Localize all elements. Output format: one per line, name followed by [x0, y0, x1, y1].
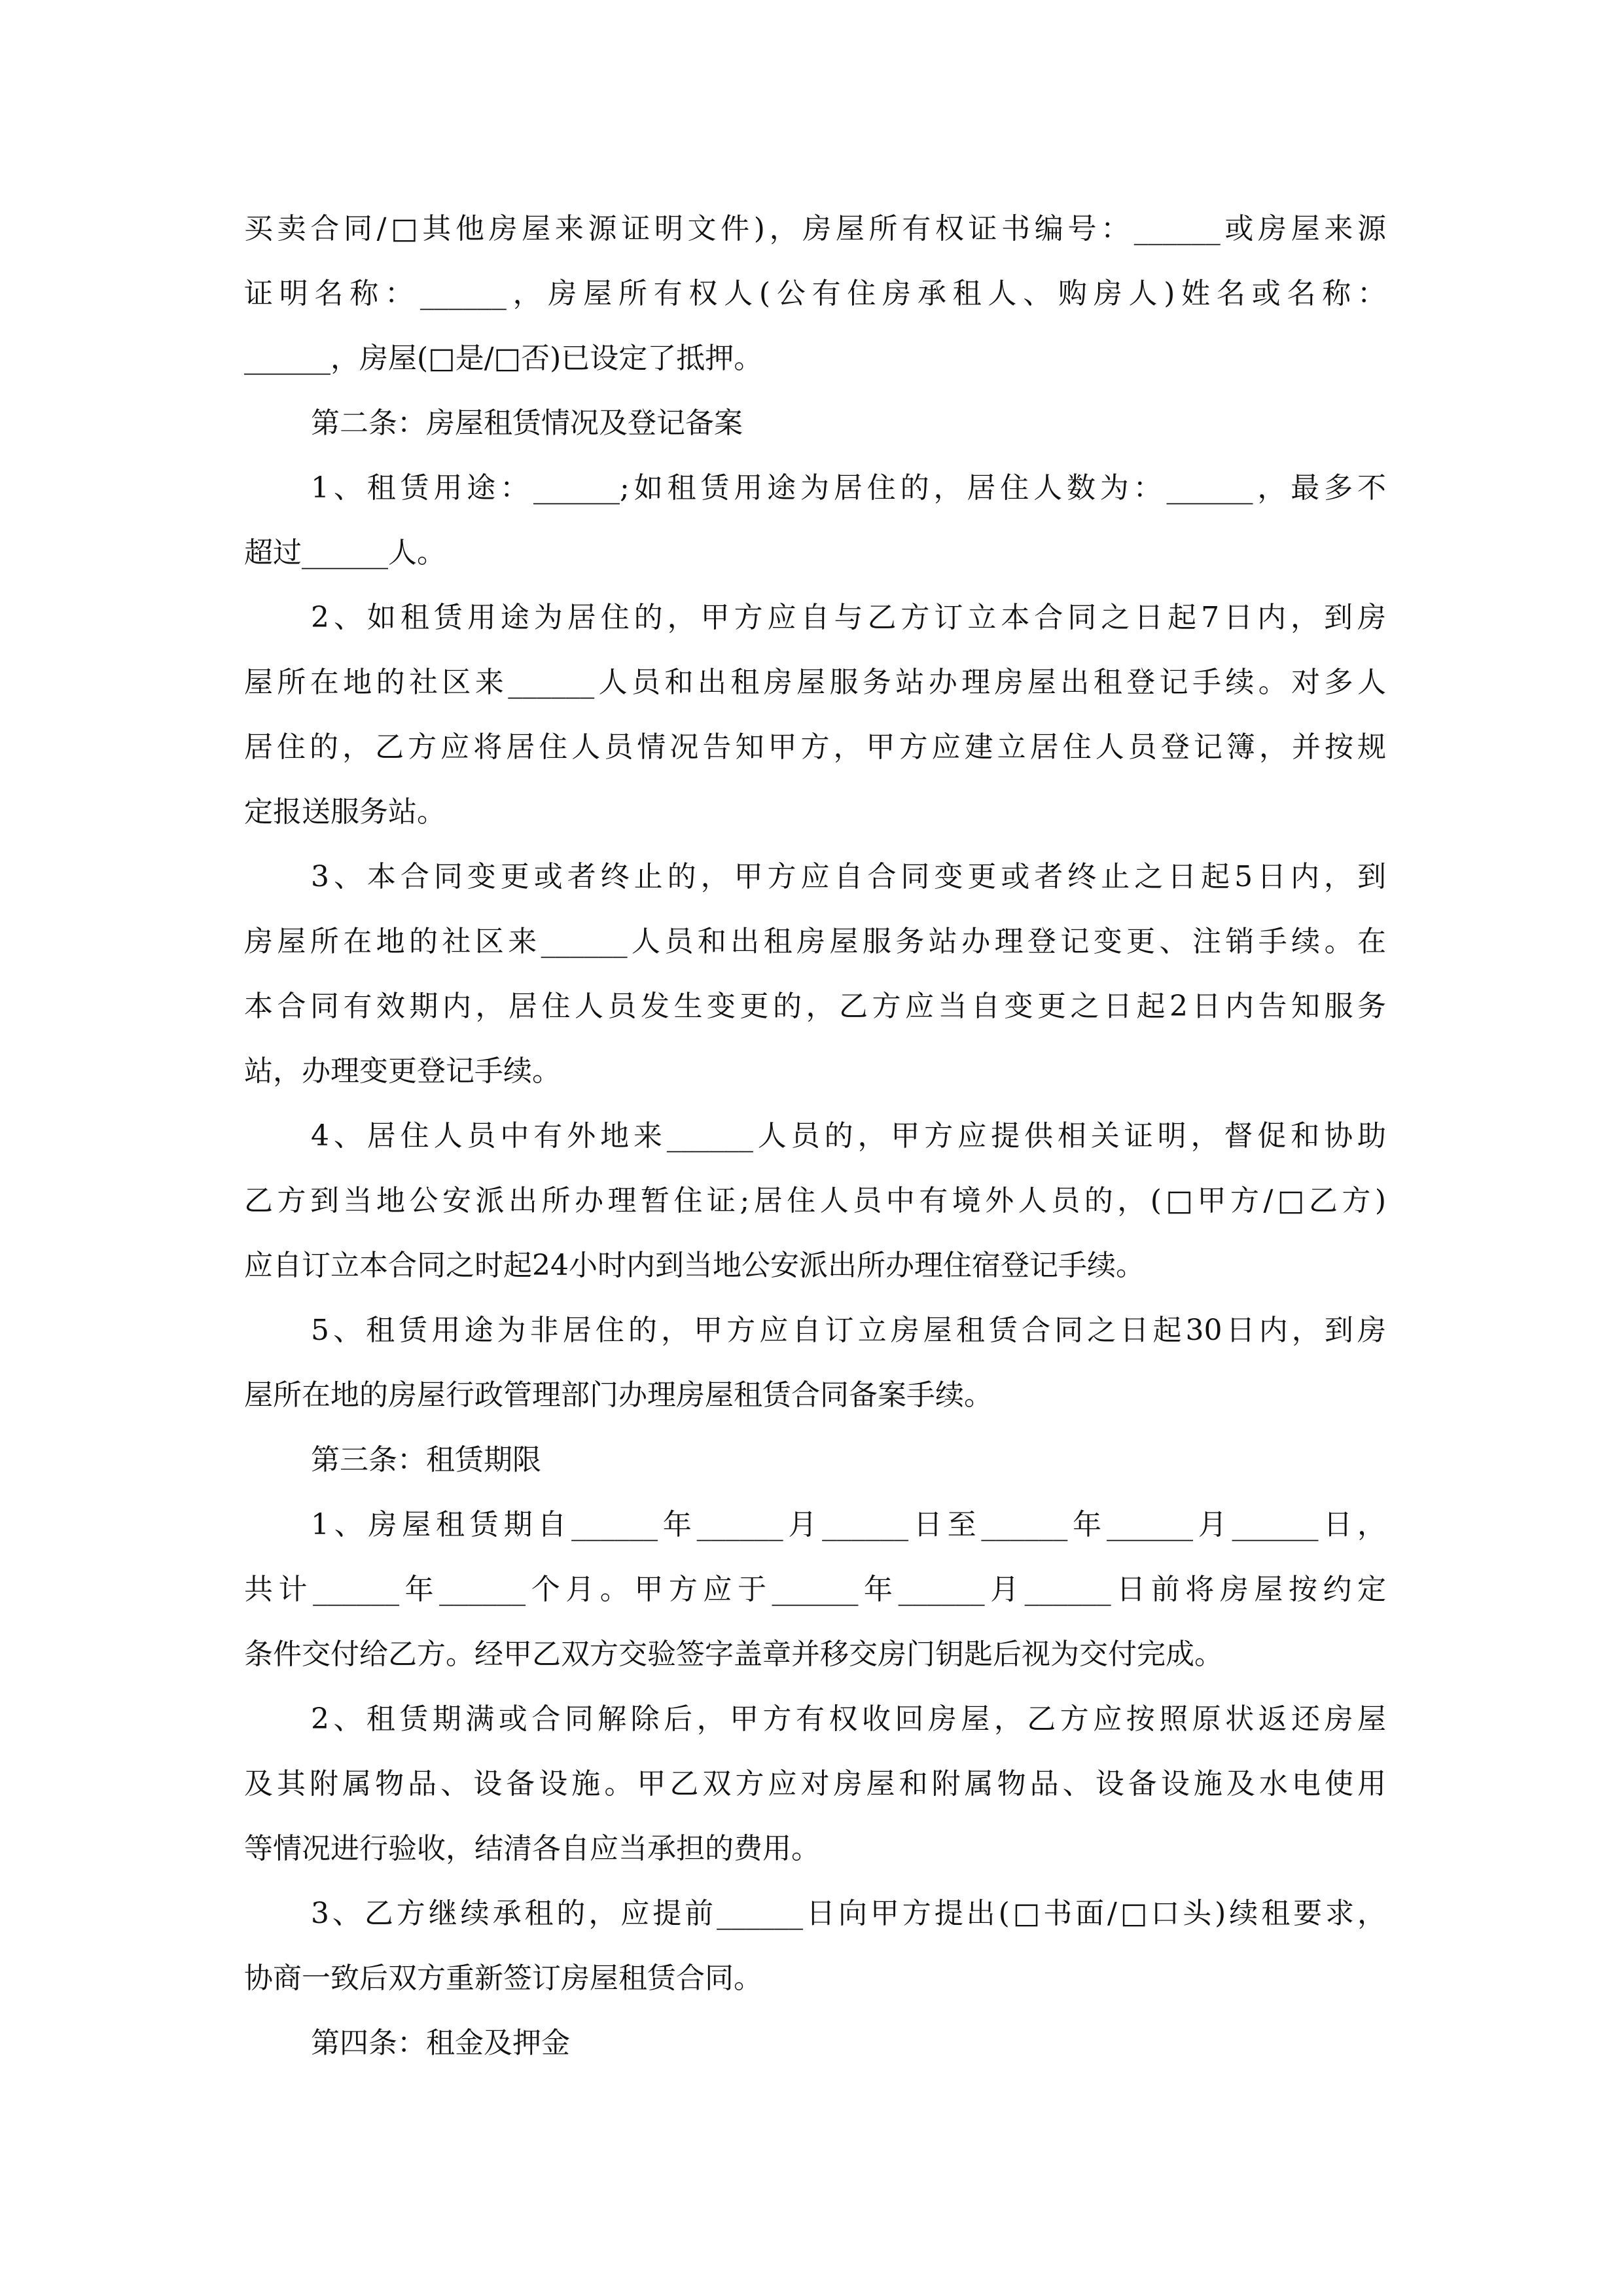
text-line: 1、房屋租赁期自______年______月______日至______年______月______日， — [311, 1508, 1386, 1541]
text-line: 屋所在地的社区来______人员和出租房屋服务站办理房屋出租登记手续。对多人 — [244, 666, 1386, 699]
text-line: 房屋所在地的社区来______人员和出租房屋服务站办理登记变更、注销手续。在 — [244, 925, 1386, 958]
text-line: 2、如租赁用途为居住的，甲方应自与乙方订立本合同之日起7日内，到房 — [311, 601, 1386, 634]
text-line: 及其附属物品、设备设施。甲乙双方应对房屋和附属物品、设备设施及水电使用 — [244, 1767, 1386, 1801]
section-heading: 第四条：租金及押金 — [311, 2026, 570, 2060]
text-line: 协商一致后双方重新签订房屋租赁合同。 — [244, 1962, 762, 1995]
contract-body — [244, 196, 1386, 2075]
section-heading: 第二条：房屋租赁情况及登记备案 — [311, 406, 743, 440]
text-line: 条件交付给乙方。经甲乙双方交验签字盖章并移交房门钥匙后视为交付完成。 — [244, 1638, 1223, 1671]
text-line: 证明名称：______，房屋所有权人(公有住房承租人、购房人)姓名或名称： — [244, 277, 1386, 310]
section-heading: 第三条：租赁期限 — [311, 1443, 541, 1477]
text-line: 共计______年______个月。甲方应于______年______月______日前将房屋按约定 — [244, 1573, 1386, 1606]
text-line: ______，房屋(□是/□否)已设定了抵押。 — [244, 342, 763, 375]
text-line: 等情况进行验收，结清各自应当承担的费用。 — [244, 1832, 820, 1865]
text-line: 3、本合同变更或者终止的，甲方应自合同变更或者终止之日起5日内，到 — [311, 860, 1386, 893]
text-line: 乙方到当地公安派出所办理暂住证;居住人员中有境外人员的，(□甲方/□乙方) — [244, 1184, 1386, 1217]
text-line: 买卖合同/□其他房屋来源证明文件)，房屋所有权证书编号：______或房屋来源 — [244, 212, 1386, 245]
text-line: 3、乙方继续承租的，应提前______日向甲方提出(□书面/□口头)续租要求， — [311, 1897, 1386, 1930]
text-line: 应自订立本合同之时起24小时内到当地公安派出所办理住宿登记手续。 — [244, 1249, 1145, 1282]
text-line: 站，办理变更登记手续。 — [244, 1054, 561, 1088]
text-line: 定报送服务站。 — [244, 795, 446, 829]
text-line: 2、租赁期满或合同解除后，甲方有权收回房屋，乙方应按照原状返还房屋 — [311, 1702, 1386, 1736]
text-line: 1、租赁用途：______;如租赁用途为居住的，居住人数为：______，最多不 — [311, 471, 1386, 505]
text-line: 4、居住人员中有外地来______人员的，甲方应提供相关证明，督促和协助 — [311, 1119, 1386, 1153]
text-line: 本合同有效期内，居住人员发生变更的，乙方应当自变更之日起2日内告知服务 — [244, 990, 1386, 1023]
text-line: 超过______人。 — [244, 536, 446, 569]
text-line: 屋所在地的房屋行政管理部门办理房屋租赁合同备案手续。 — [244, 1378, 993, 1412]
text-line: 居住的，乙方应将居住人员情况告知甲方，甲方应建立居住人员登记簿，并按规 — [244, 730, 1386, 764]
text-line: 5、租赁用途为非居住的，甲方应自订立房屋租赁合同之日起30日内，到房 — [311, 1314, 1386, 1347]
